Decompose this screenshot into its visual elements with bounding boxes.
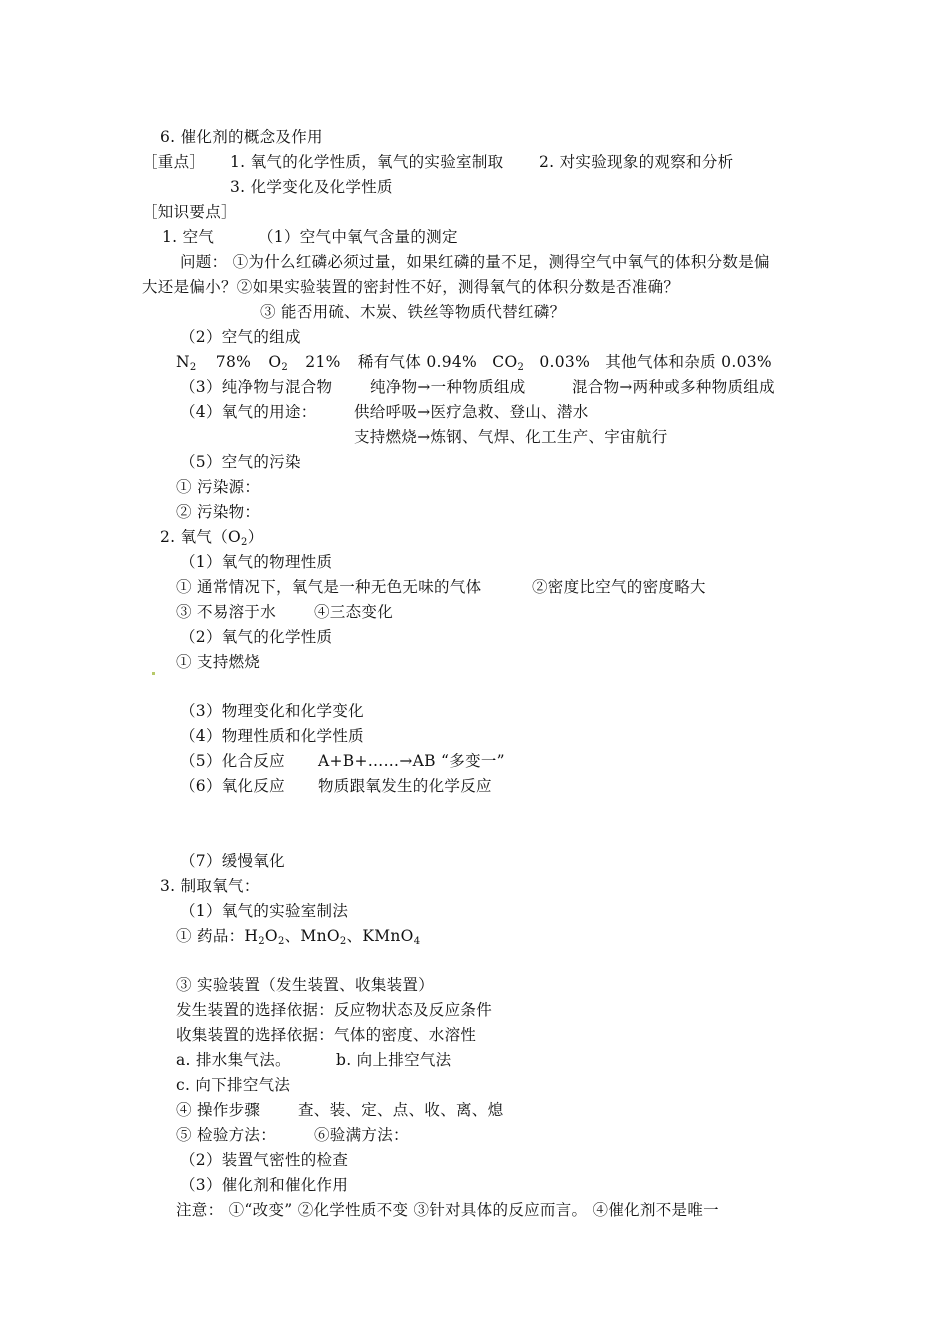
operation-steps: 查、装、定、点、收、离、熄 bbox=[298, 1101, 504, 1119]
key-point-3: 3. 化学变化及化学性质 bbox=[230, 178, 393, 196]
physical-property-4: ④三态变化 bbox=[314, 603, 394, 621]
key-point-1: 1. 氧气的化学性质，氧气的实验室制取 bbox=[230, 153, 504, 171]
lab-preparation-heading: （1）氧气的实验室制法 bbox=[180, 902, 349, 920]
co2-value: 0.03% bbox=[539, 353, 591, 371]
rare-gas-value: 稀有气体 0.94% bbox=[357, 353, 478, 371]
collector-selection-basis: 收集装置的选择依据：气体的密度、水溶性 bbox=[176, 1026, 477, 1044]
stray-mark bbox=[152, 672, 155, 675]
generator-selection-basis: 发生装置的选择依据：反应物状态及反应条件 bbox=[176, 1001, 493, 1019]
catalyst-heading: （3）催化剂和催化作用 bbox=[180, 1176, 349, 1194]
physical-property-3: ③ 不易溶于水 bbox=[176, 603, 277, 621]
slow-oxidation: （7）缓慢氧化 bbox=[180, 852, 285, 870]
downward-air-displacement: c. 向下排空气法 bbox=[176, 1076, 291, 1094]
reagents: ① 药品：$H_2O_2$、MnO$_2$、KMnO$_4$ bbox=[176, 927, 421, 947]
chemical-properties-heading: （2）氧气的化学性质 bbox=[180, 628, 333, 646]
oxygen-use-combustion: 支持燃烧→炼钢、气焊、化工生产、宇宙航行 bbox=[354, 428, 668, 446]
pollution-source: ① 污染源： bbox=[176, 478, 261, 496]
air-composition-heading: （2）空气的组成 bbox=[180, 328, 301, 346]
item-6-catalyst: 6. 催化剂的概念及作用 bbox=[160, 128, 323, 146]
physical-property-2: ②密度比空气的密度略大 bbox=[532, 578, 706, 596]
oxygen-uses-heading: （4）氧气的用途： bbox=[180, 403, 317, 421]
operation-steps-label: ④ 操作步骤 bbox=[176, 1101, 261, 1119]
airtightness-check: （2）装置气密性的检查 bbox=[180, 1151, 349, 1169]
mixture-definition: 混合物→两种或多种物质组成 bbox=[572, 378, 775, 396]
pure-substance-definition: 纯净物→一种物质组成 bbox=[370, 378, 526, 396]
water-displacement-method: a. 排水集气法。 bbox=[176, 1051, 291, 1069]
pure-vs-mixture-heading: （3）纯净物与混合物 bbox=[180, 378, 333, 396]
upward-air-displacement: b. 向上排空气法 bbox=[336, 1051, 452, 1069]
section-3-oxygen-preparation: 3. 制取氧气： bbox=[160, 877, 260, 895]
co2-label: $CO_2$ bbox=[492, 353, 525, 373]
test-method: ⑤ 检验方法： bbox=[176, 1126, 277, 1144]
section-2-oxygen: 2. 氧气$(O_2)$ bbox=[160, 528, 264, 548]
oxidation-reaction-definition: 物质跟氧发生的化学反应 bbox=[318, 777, 492, 795]
supports-combustion: ① 支持燃烧 bbox=[176, 653, 261, 671]
full-test-method: ⑥验满方法： bbox=[314, 1126, 409, 1144]
catalyst-notes: 注意： ①“改变” ②化学性质不变 ③针对具体的反应而言。 ④催化剂不是唯一 bbox=[176, 1201, 719, 1219]
physical-chemical-property: （4）物理性质和化学性质 bbox=[180, 727, 364, 745]
question-line-3: ③ 能否用硫、木炭、铁丝等物质代替红磷？ bbox=[260, 303, 566, 321]
key-point-2: 2. 对实验现象的观察和分析 bbox=[539, 153, 734, 171]
knowledge-points-label: ［知识要点］ bbox=[142, 203, 237, 221]
physical-chemical-change: （3）物理变化和化学变化 bbox=[180, 702, 364, 720]
section-1-air: 1. 空气 bbox=[162, 228, 215, 246]
air-pollution-heading: （5）空气的污染 bbox=[180, 453, 301, 471]
oxidation-reaction-heading: （6）氧化反应 bbox=[180, 777, 285, 795]
combination-reaction-formula: A+B+……→AB “多变一” bbox=[318, 752, 505, 770]
oxygen-content-measurement: （1）空气中氧气含量的测定 bbox=[258, 228, 458, 246]
n2-value: 78% bbox=[215, 353, 252, 371]
o2-value: 21% bbox=[305, 353, 341, 371]
o2-label: $O_2$ bbox=[268, 353, 289, 373]
n2-label: $N_2$ bbox=[176, 353, 197, 373]
other-gas-value: 其他气体和杂质 0.03% bbox=[605, 353, 772, 371]
oxygen-use-breathing: 供给呼吸→医疗急救、登山、潜水 bbox=[354, 403, 589, 421]
apparatus: ③ 实验装置（发生装置、收集装置） bbox=[176, 976, 435, 994]
pollutants: ② 污染物： bbox=[176, 503, 261, 521]
question-line-1: 问题： ①为什么红磷必须过量，如果红磷的量不足，测得空气中氧气的体积分数是偏 bbox=[180, 253, 770, 271]
air-composition-values bbox=[176, 351, 772, 379]
question-line-2: 大还是偏小？②如果实验装置的密封性不好，测得氧气的体积分数是否准确？ bbox=[142, 278, 680, 296]
physical-property-1: ① 通常情况下，氧气是一种无色无味的气体 bbox=[176, 578, 482, 596]
key-points-label: ［重点］ bbox=[142, 153, 206, 171]
physical-properties-heading: （1）氧气的物理性质 bbox=[180, 553, 333, 571]
combination-reaction-heading: （5）化合反应 bbox=[180, 752, 285, 770]
